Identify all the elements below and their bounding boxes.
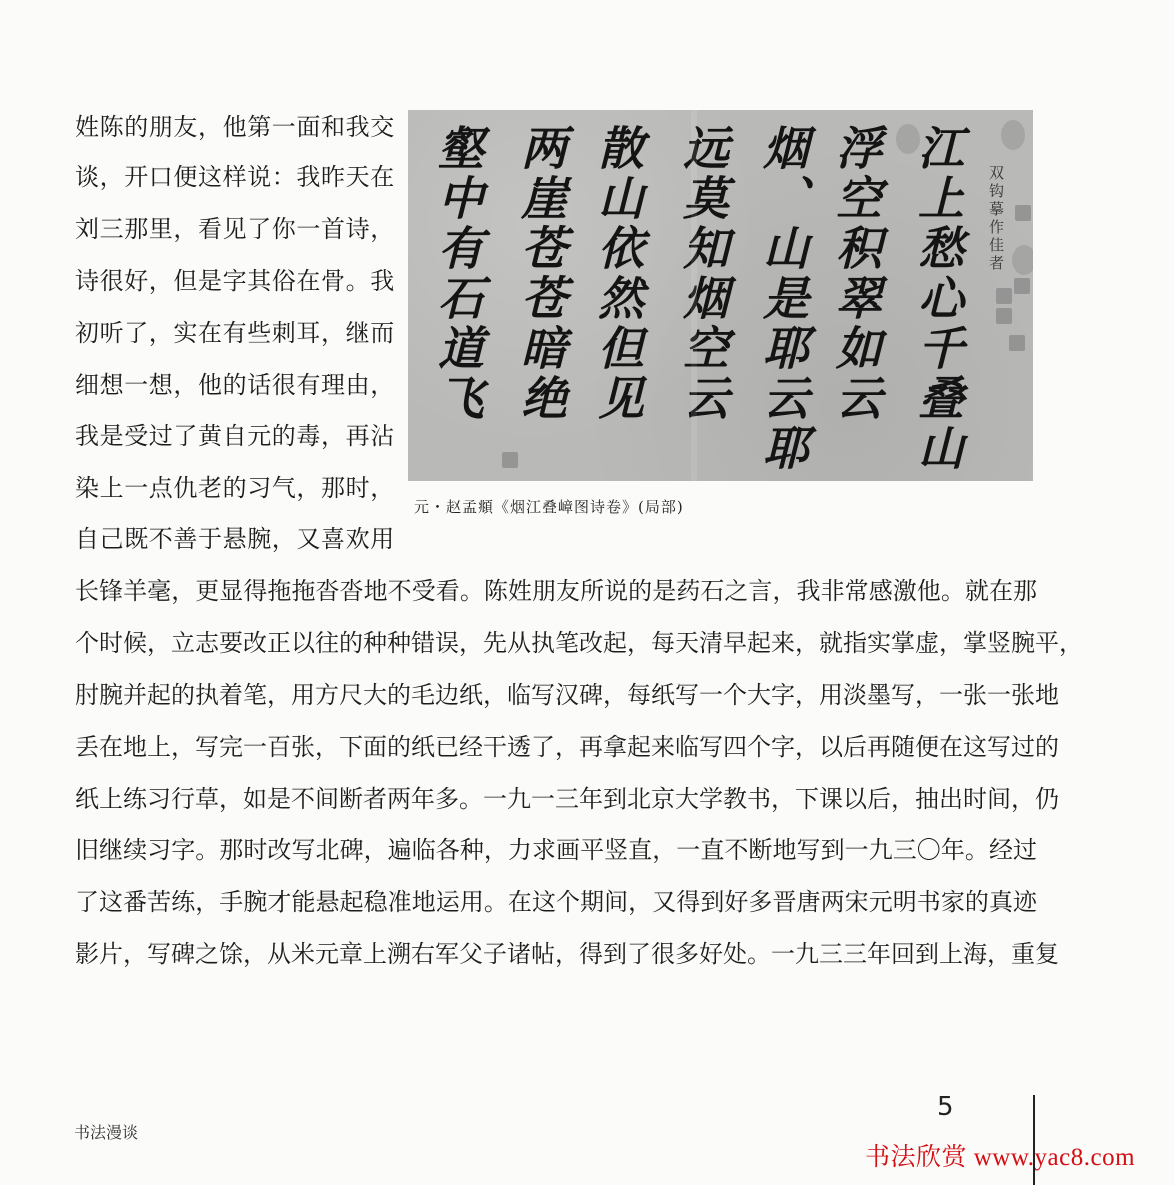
figure-caption: 元・赵孟頫《烟江叠嶂图诗卷》(局部) — [414, 498, 684, 516]
body-text-line: 诗很好，但是字其俗在骨。我 — [75, 267, 395, 295]
seal-stamp-icon — [1014, 278, 1030, 294]
body-text-line: 初听了，实在有些刺耳，继而 — [75, 319, 395, 347]
watermark: 书法欣赏 www.yac8.com — [865, 1144, 1136, 1171]
body-text-line: 个时候，立志要改正以往的种种错误，先从执笔改起，每天清早起来，就指实掌虚，掌竖腕平， — [75, 629, 1083, 657]
calligraphy-column: 散山依然但见 — [591, 124, 645, 424]
calligraphy-column: 远莫知烟空云 — [676, 124, 730, 424]
body-text-line: 了这番苦练，手腕才能悬起稳准地运用。在这个期间，又得到好多晋唐两宋元明书家的真迹 — [75, 888, 1037, 916]
seal-stamp-icon — [1012, 245, 1033, 275]
body-text-line: 细想一想，他的话很有理由， — [75, 371, 395, 399]
body-text-line: 长锋羊毫，更显得拖拖沓沓地不受看。陈姓朋友所说的是药石之言，我非常感激他。就在那 — [75, 577, 1037, 605]
calligraphy-column: 壑中有石道飞 — [431, 124, 485, 424]
calligraphy-column: 江上愁心千叠山 — [911, 124, 965, 474]
calligraphy-image — [408, 110, 1033, 481]
body-text-line: 谈，开口便这样说：我昨天在 — [75, 163, 395, 191]
body-text-line: 染上一点仇老的习气，那时， — [75, 474, 395, 502]
seal-stamp-icon — [1001, 120, 1025, 150]
figure-inscription: 双钩摹作佳者 — [987, 165, 1005, 273]
body-text-line: 丢在地上，写完一百张，下面的纸已经干透了，再拿起来临写四个字，以后再随便在这写过的 — [75, 733, 1059, 761]
body-text-line: 影片，写碑之馀，从米元章上溯右军父子诸帖，得到了很多好处。一九三三年回到上海，重复 — [75, 940, 1059, 968]
seal-stamp-icon — [502, 452, 518, 468]
body-text-line: 旧继续习字。那时改写北碑，遍临各种，力求画平竖直，一直不断地写到一九三〇年。经过 — [75, 836, 1037, 864]
seal-stamp-icon — [1009, 335, 1025, 351]
body-text-line: 姓陈的朋友，他第一面和我交 — [75, 113, 395, 141]
seal-stamp-icon — [996, 288, 1012, 304]
book-title: 书法漫谈 — [74, 1123, 139, 1142]
body-text-line: 刘三那里，看见了你一首诗， — [75, 215, 395, 243]
calligraphy-column: 两崖苍苍暗绝 — [514, 124, 568, 424]
body-text-line: 自己既不善于悬腕，又喜欢用 — [75, 525, 395, 553]
page-number: 5 — [937, 1092, 954, 1122]
body-text-line: 纸上练习行草，如是不间断者两年多。一九一三年到北京大学教书，下课以后，抽出时间，仍 — [75, 785, 1059, 813]
calligraphy-column: 浮空积翠如云 — [829, 124, 883, 424]
body-text-line: 肘腕并起的执着笔，用方尺大的毛边纸，临写汉碑，每纸写一个大字，用淡墨写，一张一张地 — [75, 681, 1059, 709]
body-text-line: 我是受过了黄自元的毒，再沾 — [75, 422, 395, 450]
calligraphy-column: 烟、山是耶云耶 — [756, 124, 810, 474]
seal-stamp-icon — [1015, 205, 1031, 221]
seal-stamp-icon — [996, 308, 1012, 324]
